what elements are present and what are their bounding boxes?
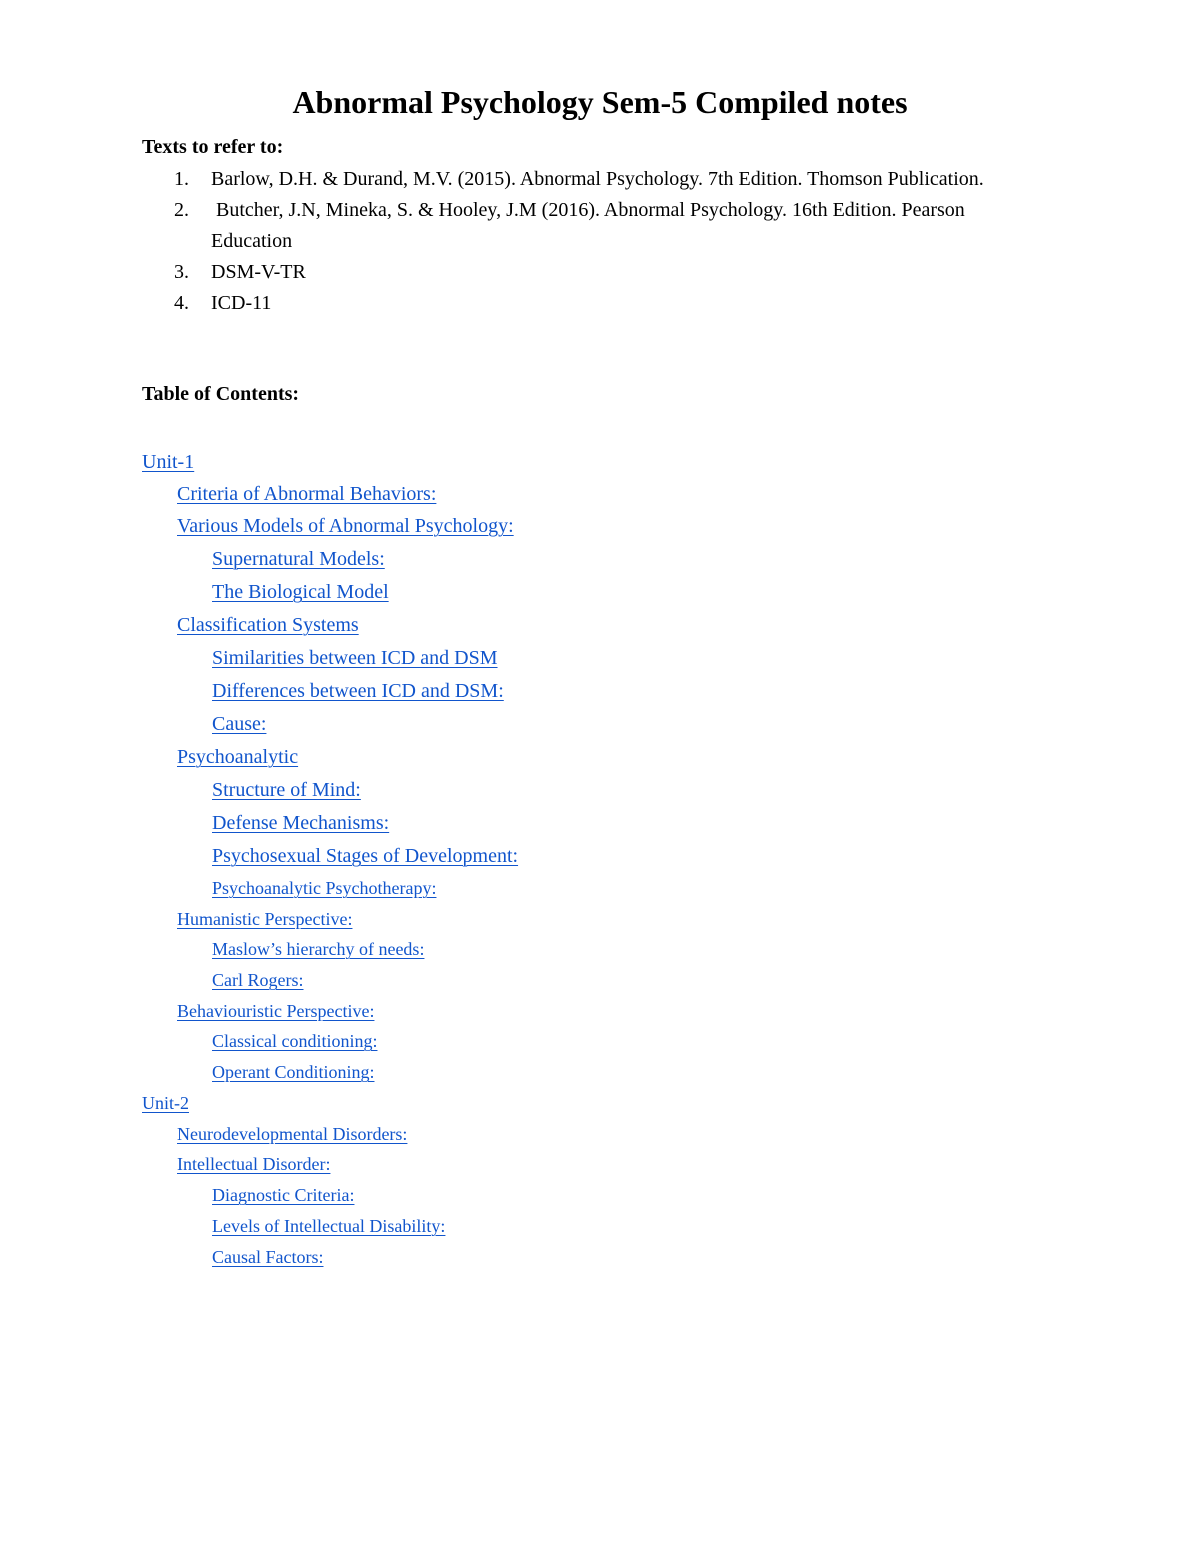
toc-link-classification-systems[interactable]: Classification Systems [177,614,359,636]
toc-link-criteria-abnormal-behaviors[interactable]: Criteria of Abnormal Behaviors: [177,483,437,505]
reference-item [142,164,1042,195]
toc-link-levels-intellectual-disability[interactable]: Levels of Intellectual Disability: [212,1216,446,1236]
toc-link-differences-icd-dsm[interactable]: Differences between ICD and DSM: [212,680,504,702]
reference-number: 2. [174,199,189,221]
toc-link-defense-mechanisms[interactable]: Defense Mechanisms: [212,812,390,834]
toc-link-cause[interactable]: Cause: [212,713,267,735]
reference-number: 1. [174,168,189,190]
toc-link-unit-2[interactable]: Unit-2 [142,1093,189,1113]
references-list [142,164,1042,319]
toc-link-unit-1[interactable]: Unit-1 [142,451,195,473]
toc-link-behaviouristic-perspective[interactable]: Behaviouristic Perspective: [177,1001,375,1021]
document-title: Abnormal Psychology Sem-5 Compiled notes [292,84,908,120]
toc-link-neurodevelopmental-disorders[interactable]: Neurodevelopmental Disorders: [177,1124,408,1144]
toc-link-supernatural-models[interactable]: Supernatural Models: [212,548,385,570]
toc-link-psychoanalytic-psychotherapy[interactable]: Psychoanalytic Psychotherapy: [212,878,437,898]
toc-link-intellectual-disorder[interactable]: Intellectual Disorder: [177,1154,331,1174]
toc-link-causal-factors[interactable]: Causal Factors: [212,1247,324,1267]
reference-item [142,195,1042,257]
references-heading: Texts to refer to: [142,136,284,158]
toc-link-psychosexual-stages[interactable]: Psychosexual Stages of Development: [212,845,519,867]
reference-text: DSM-V-TR [211,261,306,283]
toc-link-diagnostic-criteria[interactable]: Diagnostic Criteria: [212,1185,355,1205]
reference-number: 3. [174,261,189,283]
reference-text: Butcher, J.N, Mineka, S. & Hooley, J.M (2016). Abnormal Psychology. 16th Edition. Pearson Education [211,199,970,252]
reference-item [142,257,1042,288]
toc-link-psychoanalytic[interactable]: Psychoanalytic [177,746,299,768]
toc-link-structure-of-mind[interactable]: Structure of Mind: [212,779,361,801]
toc-link-biological-model[interactable]: The Biological Model [212,581,389,603]
reference-text: ICD-11 [211,292,272,314]
reference-number: 4. [174,292,189,314]
reference-item [142,288,1042,319]
toc-heading: Table of Contents: [142,383,300,405]
reference-text: Barlow, D.H. & Durand, M.V. (2015). Abnormal Psychology. 7th Edition. Thomson Publication. [211,168,984,190]
toc-link-similarities-icd-dsm[interactable]: Similarities between ICD and DSM [212,647,498,669]
toc-link-operant-conditioning[interactable]: Operant Conditioning: [212,1062,375,1082]
toc-link-humanistic-perspective[interactable]: Humanistic Perspective: [177,909,353,929]
toc-link-carl-rogers[interactable]: Carl Rogers: [212,970,304,990]
toc-link-classical-conditioning[interactable]: Classical conditioning: [212,1031,378,1051]
toc-link-various-models[interactable]: Various Models of Abnormal Psychology: [177,515,514,537]
toc-link-maslows-hierarchy[interactable]: Maslow’s hierarchy of needs: [212,939,425,959]
